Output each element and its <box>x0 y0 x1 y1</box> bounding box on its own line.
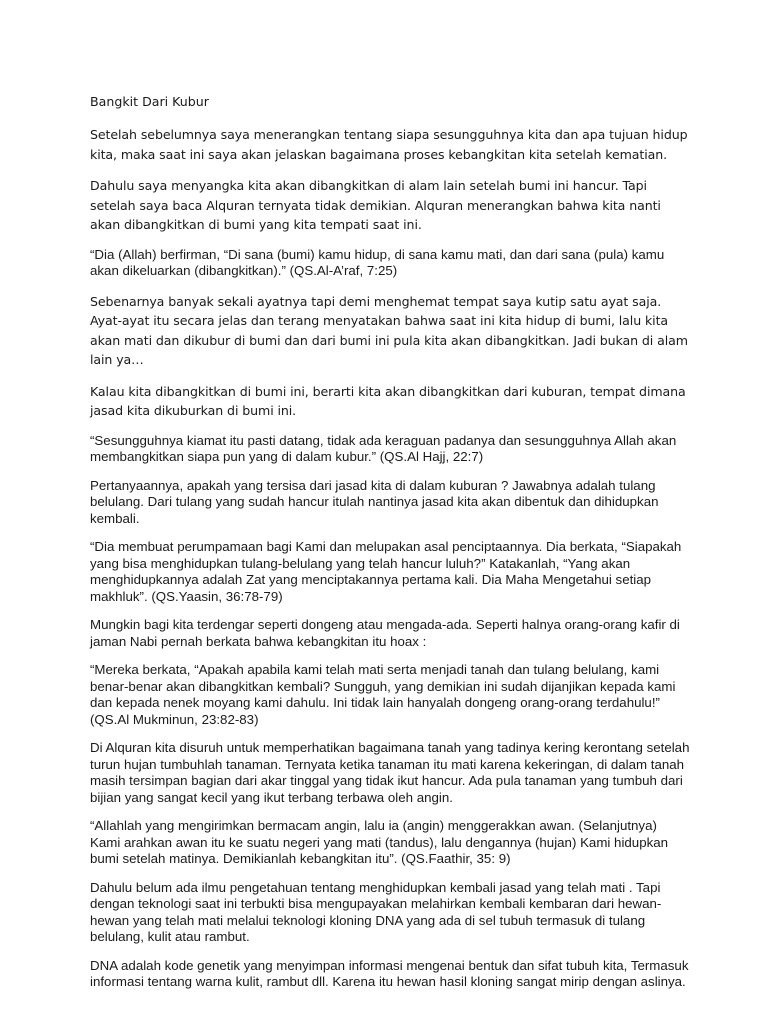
paragraph: Di Alquran kita disuruh untuk memperhatikan bagaimana tanah yang tadinya kering kerontang setelah turun hujan tumbuhlah tanaman. Ternyata ketika tanaman itu mati karena kekeringan, di dalam tanah masih tersimpan bagian dari akar tinggal yang tidak ikut hancur. Ada pula tanaman yang tumbuh dari bijian yang sangat kecil yang ikut terbang terbawa oleh angin. <box>90 740 690 805</box>
document-page <box>90 93 690 1003</box>
paragraph: Dahulu belum ada ilmu pengetahuan tentang menghidupkan kembali jasad yang telah mati . Tapi dengan teknologi saat ini terbukti bisa mengupayakan melahirkan kembali kembaran dari hewan-hewan yang telah mati melalui teknologi kloning DNA yang ada di sel tubuh termasuk di tulang belulang, kulit atau rambut. <box>90 879 662 944</box>
quote-paragraph: “Allahlah yang mengirimkan bermacam angin, lalu ia (angin) menggerakkan awan. (Selanjutnya) Kami arahkan awan itu ke suatu negeri yang mati (tandus), lalu dengannya (hujan) Kami hidupkan bumi setelah matinya. Demikianlah kebangkitan itu”. (QS.Faathir, 35: 9) <box>90 818 669 866</box>
paragraph: Pertanyaannya, apakah yang tersisa dari jasad kita di dalam kuburan ? Jawabnya adalah tulang belulang. Dari tulang yang sudah hancur itulah nantinya jasad kita akan dibentuk dan dihidupkan kembali. <box>90 477 659 526</box>
paragraph: Sebenarnya banyak sekali ayatnya tapi demi menghemat tempat saya kutip satu ayat saja. Ayat-ayat itu secara jelas dan terang menyatakan bahwa saat ini kita hidup di bumi, lalu kita akan mati dan dikubur di bumi dan dari bumi ini pula kita akan dibangkitkan. Jadi bukan di alam lain ya… <box>90 293 688 367</box>
paragraph: Dahulu saya menyangka kita akan dibangkitkan di alam lain setelah bumi ini hancur. Tapi setelah saya baca Alquran ternyata tidak demikian. Alquran menerangkan bahwa kita nanti akan dibangkitkan di bumi yang kita tempati saat ini. <box>90 178 661 232</box>
paragraph: Setelah sebelumnya saya menerangkan tentang siapa sesungguhnya kita dan apa tujuan hidup kita, maka saat ini saya akan jelaskan bagaimana proses kebangkitan kita setelah kematian. <box>90 127 688 162</box>
quote-paragraph: “Dia membuat perumpamaan bagi Kami dan melupakan asal penciptaannya. Dia berkata, “Siapakah yang bisa menghidupkan tulang-belulang yang telah hancur luluh?” Katakanlah, “Yang akan menghidupkannya adalah Zat yang menciptakannya pertama kali. Dia Maha Mengetahui setiap makhluk”. (QS.Yaasin, 36:78-79) <box>90 539 682 604</box>
quote-paragraph: “Sesungguhnya kiamat itu pasti datang, tidak ada keraguan padanya dan sesungguhnya Allah akan membangkitkan siapa pun yang di dalam kubur.” (QS.Al Hajj, 22:7) <box>90 432 677 464</box>
document-title: Bangkit Dari Kubur <box>90 94 209 109</box>
paragraph: Mungkin bagi kita terdengar seperti dongeng atau mengada-ada. Seperti halnya orang-orang kafir di jaman Nabi pernah berkata bahwa kebangkitan itu hoax : <box>90 617 680 649</box>
quote-paragraph: “Dia (Allah) berfirman, “Di sana (bumi) kamu hidup, di sana kamu mati, dan dari sana (pula) kamu akan dikeluarkan (dibangkitkan).” (QS.Al-A’raf, 7:25) <box>90 246 665 278</box>
quote-paragraph: “Mereka berkata, “Apakah apabila kami telah mati serta menjadi tanah dan tulang belulang, kami benar-benar akan dibangkitkan kembali? Sungguh, yang demikian ini sudah dijanjikan kepada kami dan kepada nenek moyang kami dahulu. Ini tidak lain hanyalah dongeng orang-orang terdahulu!” (QS.Al Mukminun, 23:82-83) <box>90 662 676 727</box>
paragraph: DNA adalah kode genetik yang menyimpan informasi mengenai bentuk dan sifat tubuh kita, Termasuk informasi tentang warna kulit, rambut dll. Karena itu hewan hasil kloning sangat mirip dengan aslinya. <box>90 957 689 989</box>
paragraph: Kalau kita dibangkitkan di bumi ini, berarti kita akan dibangkitkan dari kuburan, tempat dimana jasad kita dikuburkan di bumi ini. <box>90 383 686 418</box>
